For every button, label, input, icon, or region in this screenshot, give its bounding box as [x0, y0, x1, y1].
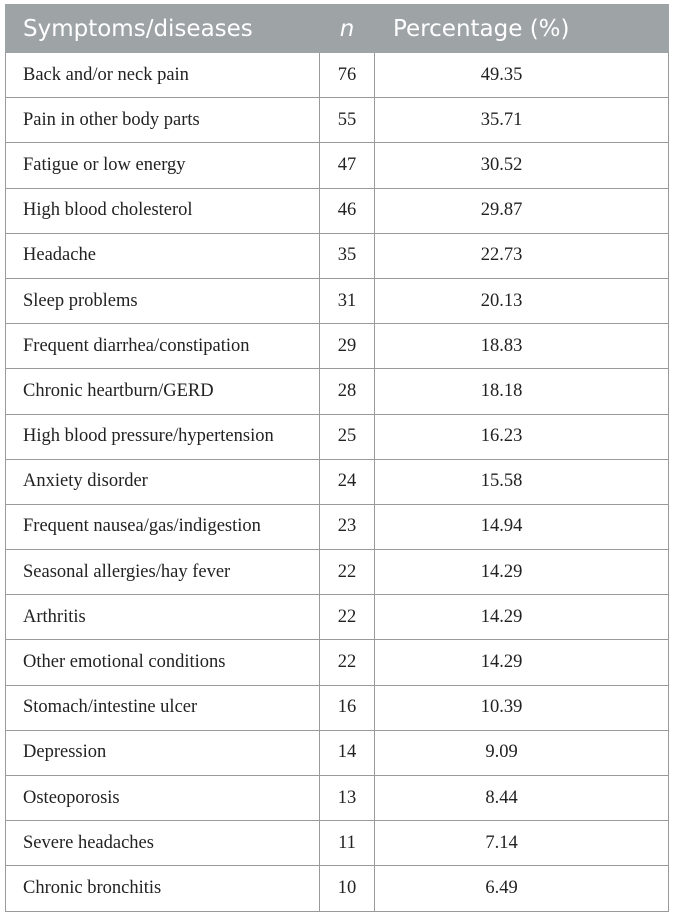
cell-n: 23	[320, 504, 375, 549]
cell-percentage: 9.09	[375, 730, 669, 775]
table-row	[6, 821, 669, 866]
table-row	[6, 53, 669, 98]
cell-n: 24	[320, 459, 375, 504]
cell-symptom: Arthritis	[6, 595, 320, 640]
cell-percentage: 14.29	[375, 550, 669, 595]
cell-n: 22	[320, 595, 375, 640]
cell-n: 14	[320, 730, 375, 775]
cell-n: 46	[320, 188, 375, 233]
cell-symptom: High blood pressure/hypertension	[6, 414, 320, 459]
symptoms-table	[5, 4, 669, 912]
table-row	[6, 98, 669, 143]
cell-percentage: 35.71	[375, 98, 669, 143]
table-header	[6, 5, 669, 53]
cell-percentage: 15.58	[375, 459, 669, 504]
cell-n: 16	[320, 685, 375, 730]
cell-n: 28	[320, 369, 375, 414]
cell-symptom: Headache	[6, 233, 320, 278]
cell-percentage: 10.39	[375, 685, 669, 730]
cell-n: 25	[320, 414, 375, 459]
cell-n: 47	[320, 143, 375, 188]
cell-n: 76	[320, 53, 375, 98]
cell-percentage: 18.83	[375, 324, 669, 369]
table-row	[6, 730, 669, 775]
cell-n: 22	[320, 550, 375, 595]
cell-symptom: Anxiety disorder	[6, 459, 320, 504]
cell-n: 55	[320, 98, 375, 143]
cell-n: 22	[320, 640, 375, 685]
cell-percentage: 22.73	[375, 233, 669, 278]
table-row	[6, 278, 669, 323]
cell-percentage: 14.94	[375, 504, 669, 549]
table-row	[6, 776, 669, 821]
cell-percentage: 20.13	[375, 278, 669, 323]
table-row	[6, 866, 669, 911]
cell-symptom: High blood cholesterol	[6, 188, 320, 233]
table-row	[6, 550, 669, 595]
cell-n: 11	[320, 821, 375, 866]
cell-n: 31	[320, 278, 375, 323]
cell-symptom: Sleep problems	[6, 278, 320, 323]
cell-symptom: Stomach/intestine ulcer	[6, 685, 320, 730]
table-row	[6, 369, 669, 414]
table-row	[6, 188, 669, 233]
cell-symptom: Frequent diarrhea/constipation	[6, 324, 320, 369]
table-row	[6, 233, 669, 278]
cell-percentage: 6.49	[375, 866, 669, 911]
header-n: n	[320, 5, 375, 53]
cell-symptom: Severe headaches	[6, 821, 320, 866]
cell-percentage: 29.87	[375, 188, 669, 233]
table-row	[6, 324, 669, 369]
cell-symptom: Pain in other body parts	[6, 98, 320, 143]
table-row	[6, 685, 669, 730]
cell-percentage: 14.29	[375, 640, 669, 685]
cell-percentage: 30.52	[375, 143, 669, 188]
cell-symptom: Seasonal allergies/hay fever	[6, 550, 320, 595]
cell-symptom: Chronic heartburn/GERD	[6, 369, 320, 414]
cell-symptom: Osteoporosis	[6, 776, 320, 821]
cell-symptom: Chronic bronchitis	[6, 866, 320, 911]
cell-n: 29	[320, 324, 375, 369]
cell-percentage: 7.14	[375, 821, 669, 866]
cell-n: 35	[320, 233, 375, 278]
table-row	[6, 504, 669, 549]
cell-percentage: 49.35	[375, 53, 669, 98]
cell-symptom: Back and/or neck pain	[6, 53, 320, 98]
table-row	[6, 595, 669, 640]
cell-percentage: 14.29	[375, 595, 669, 640]
cell-percentage: 8.44	[375, 776, 669, 821]
cell-n: 13	[320, 776, 375, 821]
cell-symptom: Fatigue or low energy	[6, 143, 320, 188]
symptoms-table-container	[5, 4, 668, 912]
table-row	[6, 143, 669, 188]
header-symptoms-diseases: Symptoms/diseases	[6, 5, 320, 53]
table-body	[6, 53, 669, 912]
cell-percentage: 16.23	[375, 414, 669, 459]
cell-symptom: Other emotional conditions	[6, 640, 320, 685]
header-row	[6, 5, 669, 53]
header-percentage: Percentage (%)	[375, 5, 669, 53]
table-row	[6, 414, 669, 459]
cell-symptom: Depression	[6, 730, 320, 775]
cell-n: 10	[320, 866, 375, 911]
table-row	[6, 459, 669, 504]
table-row	[6, 640, 669, 685]
cell-symptom: Frequent nausea/gas/indigestion	[6, 504, 320, 549]
cell-percentage: 18.18	[375, 369, 669, 414]
